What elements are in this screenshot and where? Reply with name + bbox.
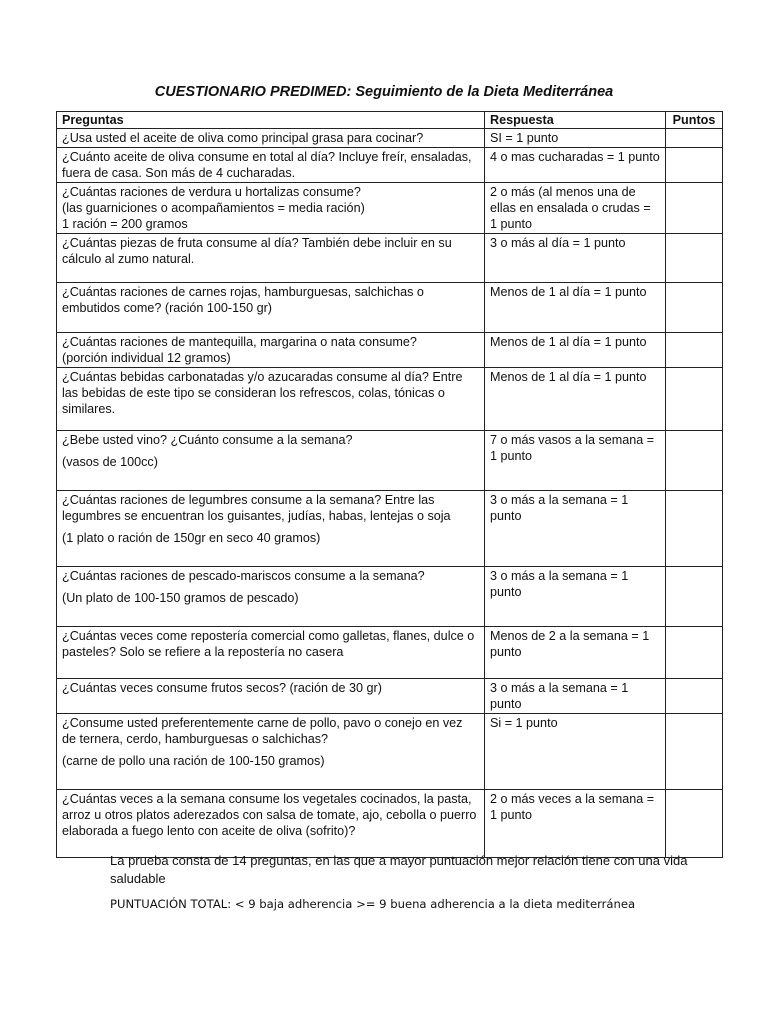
question-cell	[57, 491, 485, 567]
question-cell	[57, 627, 485, 679]
question-cell	[57, 333, 485, 368]
table-row	[57, 234, 723, 283]
question-cell	[57, 183, 485, 234]
question-cell	[57, 283, 485, 333]
question-text: ¿Cuántas raciones de verdura u hortalizas consume?	[62, 185, 361, 199]
points-cell[interactable]	[666, 431, 723, 491]
table-row	[57, 283, 723, 333]
question-text: (las guarniciones o acompañamientos = media ración)	[62, 201, 365, 215]
question-text: ¿Cuántas piezas de fruta consume al día? También debe incluir en su cálculo al zumo natural.	[62, 236, 452, 266]
table-row	[57, 567, 723, 627]
points-cell[interactable]	[666, 790, 723, 858]
header-points: Puntos	[666, 112, 723, 129]
points-cell[interactable]	[666, 234, 723, 283]
table-row	[57, 129, 723, 148]
table-row	[57, 431, 723, 491]
header-answer: Respuesta	[485, 112, 666, 129]
answer-cell: Menos de 1 al día = 1 punto	[485, 283, 666, 333]
answer-cell: Si = 1 punto	[485, 714, 666, 790]
header-questions: Preguntas	[57, 112, 485, 129]
table-header-row	[57, 112, 723, 129]
question-text: ¿Consume usted preferentemente carne de pollo, pavo o conejo en vez de ternera, cerdo, hamburguesas o salchichas?	[62, 716, 463, 746]
points-cell[interactable]	[666, 183, 723, 234]
answer-cell: Menos de 2 a la semana = 1 punto	[485, 627, 666, 679]
points-cell[interactable]	[666, 679, 723, 714]
question-cell	[57, 679, 485, 714]
footer-description: La prueba consta de 14 preguntas, en las que a mayor puntuación mejor relación tiene con una vida saludable	[110, 853, 688, 886]
question-text: ¿Usa usted el aceite de oliva como principal grasa para cocinar?	[62, 131, 424, 145]
question-note: (1 plato o ración de 150gr en seco 40 gramos)	[62, 531, 321, 545]
question-text: ¿Cuántas veces a la semana consume los vegetales cocinados, la pasta, arroz u otros platos aderezados con salsa de tomate, ajo, cebolla o puerro elaborada a fuego lento con aceite de oliva (sofrito)?	[62, 792, 477, 838]
table-row	[57, 627, 723, 679]
question-cell	[57, 234, 485, 283]
questionnaire-table	[56, 111, 723, 858]
question-note: (carne de pollo una ración de 100-150 gramos)	[62, 754, 325, 768]
points-cell[interactable]	[666, 368, 723, 431]
question-note: (vasos de 100cc)	[62, 455, 158, 469]
question-cell	[57, 148, 485, 183]
points-cell[interactable]	[666, 567, 723, 627]
answer-cell: Menos de 1 al día = 1 punto	[485, 368, 666, 431]
question-text: ¿Cuántas veces consume frutos secos? (ración de 30 gr)	[62, 681, 382, 695]
question-text: ¿Cuánto aceite de oliva consume en total al día? Incluye freír, ensaladas, fuera de casa. Son más de 4 cucharadas.	[62, 150, 472, 180]
answer-cell: 3 o más al día = 1 punto	[485, 234, 666, 283]
question-text: ¿Cuántas raciones de mantequilla, margarina o nata consume?	[62, 335, 417, 349]
points-cell[interactable]	[666, 129, 723, 148]
table-row	[57, 148, 723, 183]
answer-cell: Menos de 1 al día = 1 punto	[485, 333, 666, 368]
question-cell	[57, 129, 485, 148]
question-cell	[57, 790, 485, 858]
answer-cell: 2 o más (al menos una de ellas en ensalada o crudas = 1 punto	[485, 183, 666, 234]
points-cell[interactable]	[666, 491, 723, 567]
question-cell	[57, 368, 485, 431]
document-title: CUESTIONARIO PREDIMED: Seguimiento de la Dieta Mediterránea	[154, 84, 614, 100]
table-row	[57, 790, 723, 858]
points-cell[interactable]	[666, 283, 723, 333]
question-text: ¿Cuántas raciones de legumbres consume a la semana? Entre las legumbres se encuentran los guisantes, judías, habas, lentejas o soja	[62, 493, 451, 523]
answer-cell: SI = 1 punto	[485, 129, 666, 148]
table-row	[57, 679, 723, 714]
answer-cell: 3 o más a la semana = 1 punto	[485, 567, 666, 627]
question-text: (porción individual 12 gramos)	[62, 351, 231, 365]
question-cell	[57, 567, 485, 627]
question-text: ¿Cuántas bebidas carbonatadas y/o azucaradas consume al día? Entre las bebidas de este tipo se consideran los refrescos, colas, tónicas o similares.	[62, 370, 463, 416]
answer-cell: 7 o más vasos a la semana = 1 punto	[485, 431, 666, 491]
question-note: (Un plato de 100-150 gramos de pescado)	[62, 591, 299, 605]
question-cell	[57, 431, 485, 491]
footer-total-score: PUNTUACIÓN TOTAL: < 9 baja adherencia >= 9 buena adherencia a la dieta mediterránea	[110, 897, 636, 911]
question-text: ¿Cuántas raciones de pescado-mariscos consume a la semana?	[62, 569, 425, 583]
question-text: ¿Cuántas veces come repostería comercial como galletas, flanes, dulce o pasteles? Solo se refiere a la repostería no casera	[62, 629, 475, 659]
answer-cell: 3 o más a la semana = 1 punto	[485, 679, 666, 714]
points-cell[interactable]	[666, 148, 723, 183]
question-text: ¿Cuántas raciones de carnes rojas, hamburguesas, salchichas o embutidos come? (ración 100-150 gr)	[62, 285, 424, 315]
question-text: ¿Bebe usted vino? ¿Cuánto consume a la semana?	[62, 433, 353, 447]
answer-cell: 3 o más a la semana = 1 punto	[485, 491, 666, 567]
points-cell[interactable]	[666, 627, 723, 679]
points-cell[interactable]	[666, 714, 723, 790]
points-cell[interactable]	[666, 333, 723, 368]
question-text: 1 ración = 200 gramos	[62, 217, 188, 231]
table-row	[57, 183, 723, 234]
answer-cell: 4 o mas cucharadas = 1 punto	[485, 148, 666, 183]
table-row	[57, 333, 723, 368]
question-cell	[57, 714, 485, 790]
table-row	[57, 368, 723, 431]
answer-cell: 2 o más veces a la semana = 1 punto	[485, 790, 666, 858]
table-row	[57, 491, 723, 567]
table-row	[57, 714, 723, 790]
